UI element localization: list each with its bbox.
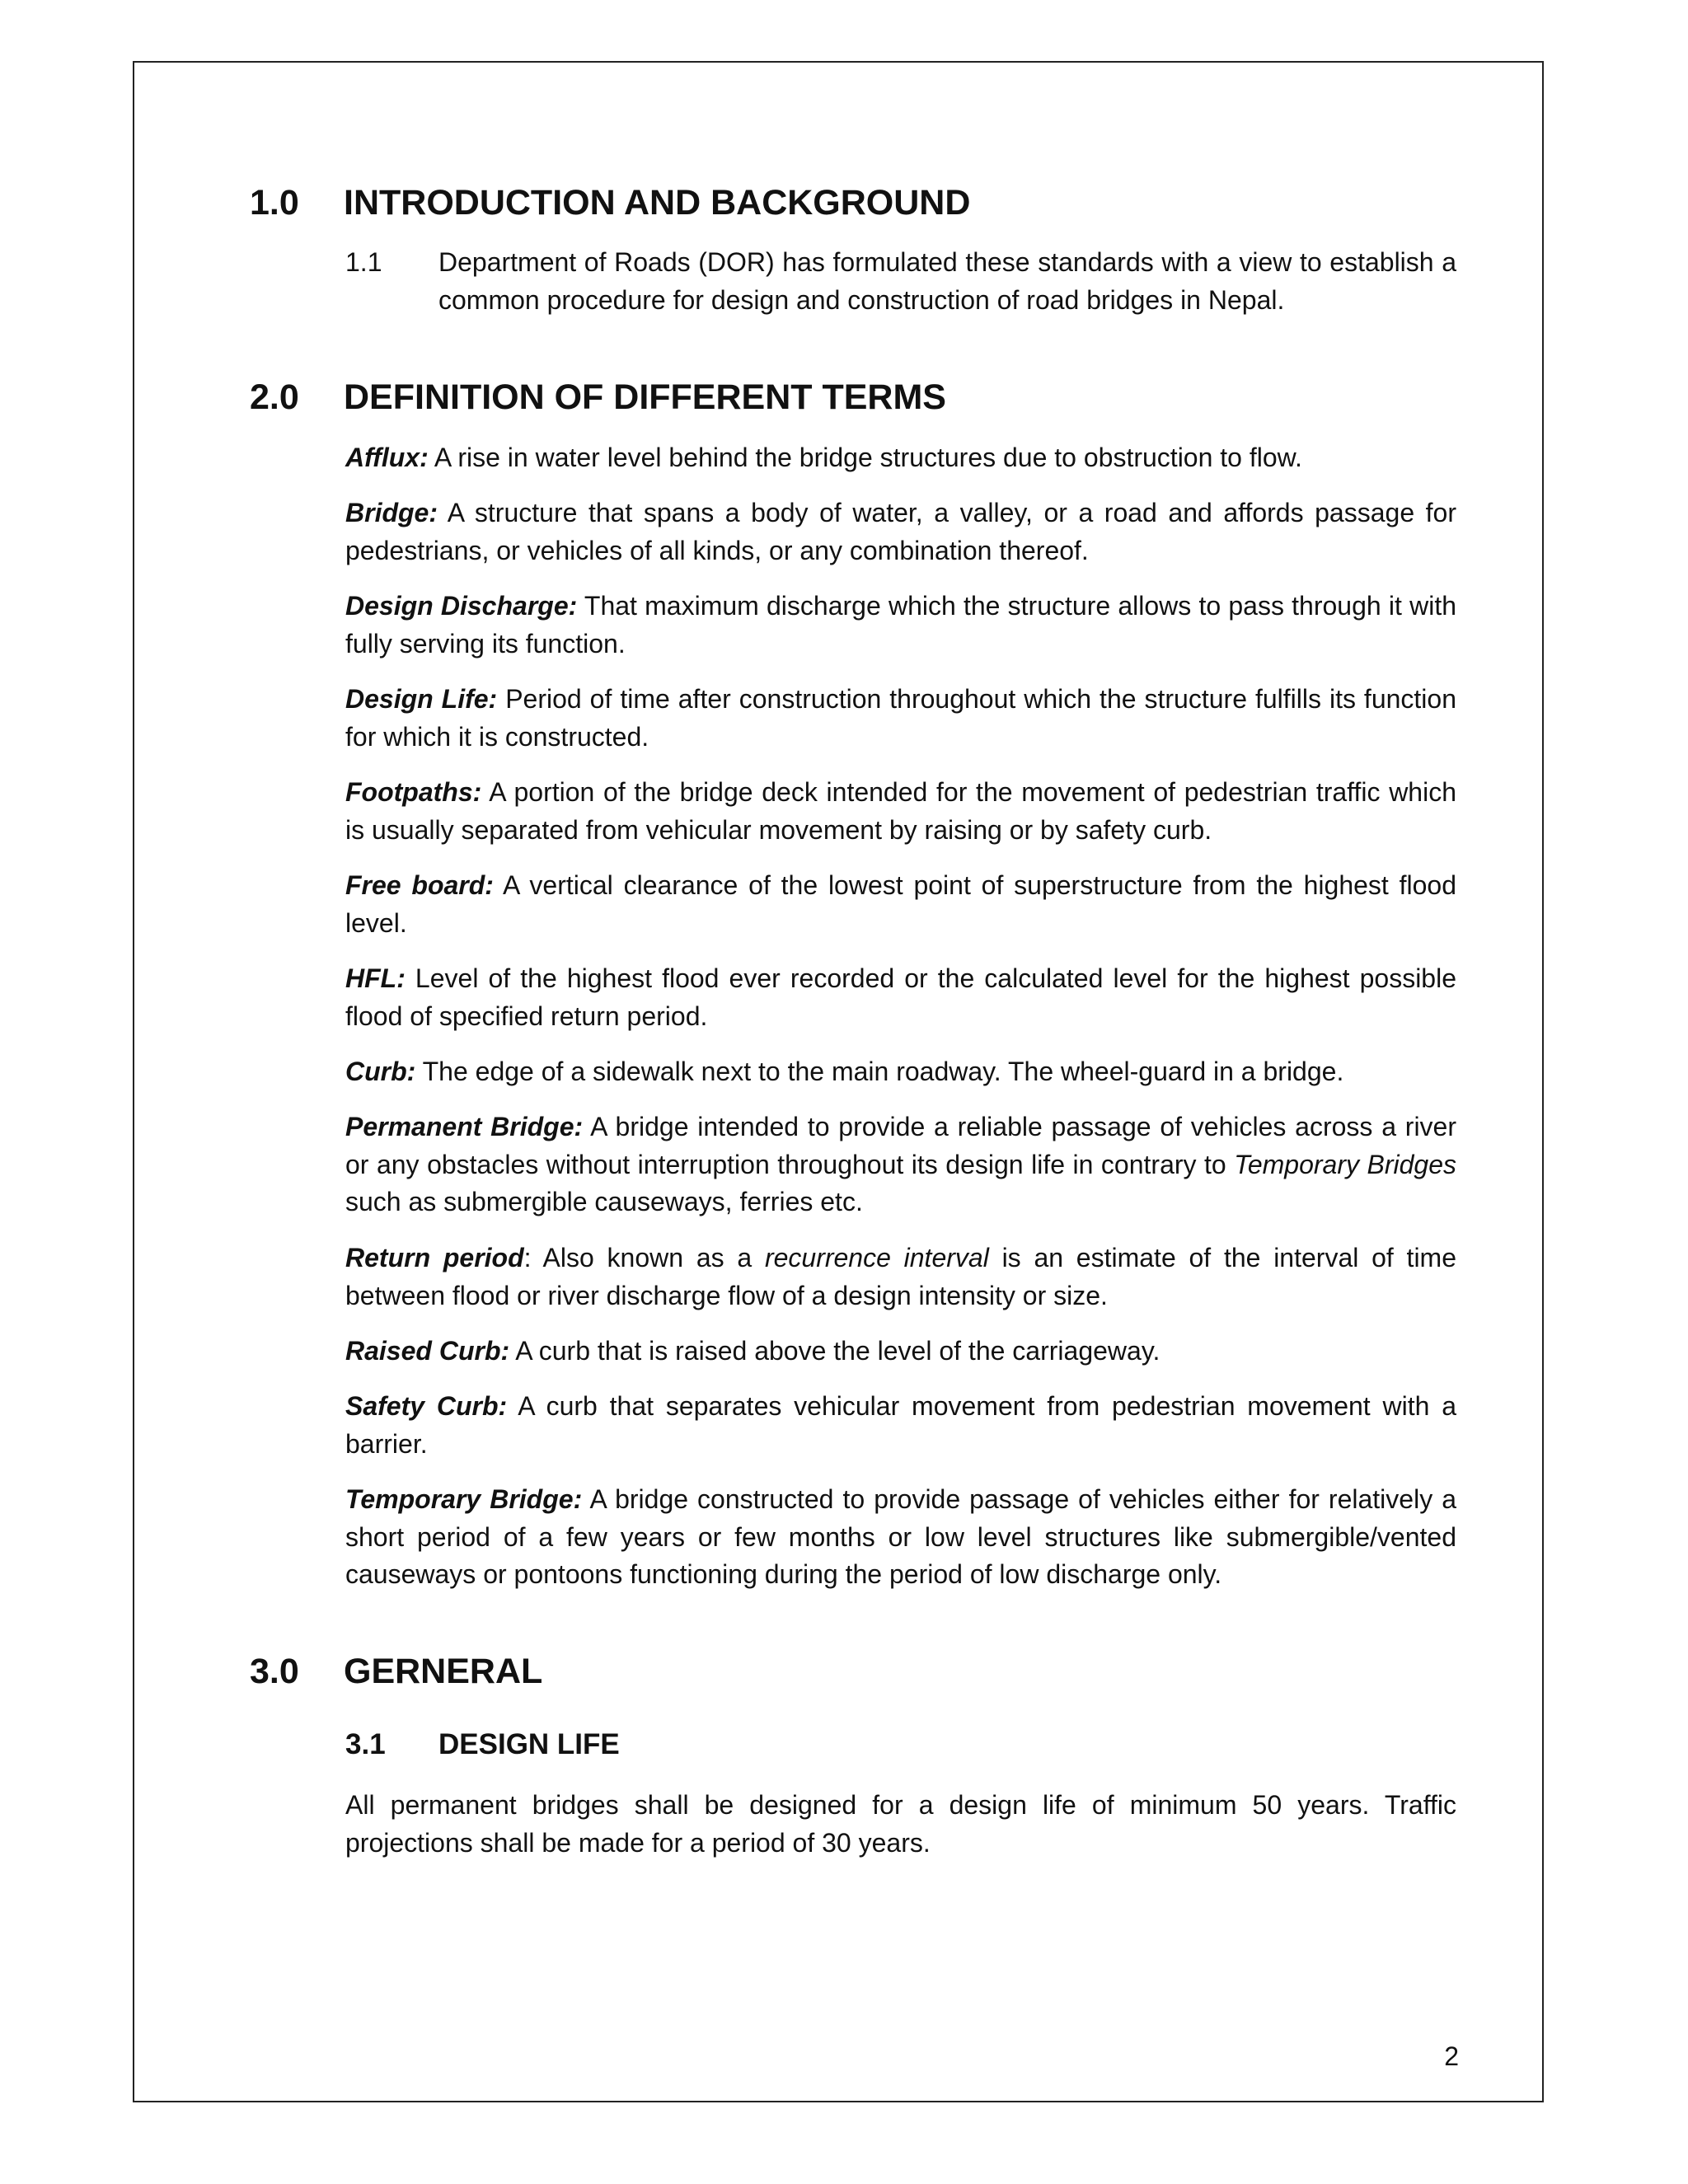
term: Design Discharge: (345, 591, 578, 621)
definition-afflux (345, 439, 1456, 477)
definition-design-discharge (345, 588, 1456, 663)
definition-text: : Also known as a (523, 1243, 765, 1272)
definition-text: such as submergible causeways, ferries etc. (345, 1187, 863, 1216)
definition-text: A curb that separates vehicular movement from pedestrian movement with a barrier. (345, 1391, 1457, 1459)
term: Free board: (345, 870, 494, 900)
definition-text: Period of time after construction throughout which the structure fulfills its function for which it is constructed. (345, 684, 1457, 752)
term: Temporary Bridge: (345, 1484, 583, 1514)
numbered-paragraph (345, 244, 1456, 319)
section-number: 1.0 (250, 183, 299, 223)
definition-raised-curb (345, 1333, 1456, 1371)
term: Curb: (345, 1057, 416, 1086)
term: Afflux: (345, 443, 429, 472)
definition-text: Level of the highest flood ever recorded or the calculated level for the highest possible flood of specified return period. (345, 963, 1456, 1031)
definition-text: The edge of a sidewalk next to the main roadway. The wheel-guard in a bridge. (415, 1057, 1344, 1086)
definition-text: A curb that is raised above the level of the carriageway. (509, 1336, 1160, 1366)
section-title: INTRODUCTION AND BACKGROUND (344, 183, 971, 223)
section-title: GERNERAL (344, 1652, 543, 1691)
section-title: DEFINITION OF DIFFERENT TERMS (344, 377, 946, 417)
subsection-heading-design-life (345, 1730, 620, 1759)
definition-italic-text: recurrence interval (764, 1243, 989, 1272)
paragraph-number: 1.1 (345, 247, 382, 277)
subsection-number: 3.1 (345, 1728, 386, 1760)
term: Return period (345, 1243, 524, 1272)
paragraph-text: Department of Roads (DOR) has formulated these standards with a view to establish a common procedure for design and construction of road bridges in Nepal. (438, 247, 1456, 315)
definition-text: That maximum discharge which the structure allows to pass through it with fully serving its function. (345, 591, 1457, 658)
section-number: 3.0 (250, 1652, 299, 1691)
term: Permanent Bridge: (345, 1112, 584, 1141)
section-heading-definitions (250, 377, 946, 417)
definition-safety-curb (345, 1388, 1456, 1463)
term: Safety Curb: (345, 1391, 508, 1421)
definition-curb (345, 1053, 1456, 1091)
section-heading-general (250, 1654, 542, 1690)
definition-temporary-bridge (345, 1481, 1456, 1594)
definition-text: is an estimate of the interval of time between flood or river discharge flow of a design intensity or size. (345, 1243, 1457, 1310)
term: Design Life: (345, 684, 498, 714)
definition-return-period (345, 1240, 1456, 1315)
definition-hfl (345, 960, 1456, 1035)
term: Raised Curb: (345, 1336, 510, 1366)
section-heading-intro (250, 185, 970, 221)
definition-design-life (345, 681, 1456, 756)
definition-bridge (345, 494, 1456, 569)
definition-permanent-bridge (345, 1108, 1456, 1221)
page-number: 2 (1444, 2041, 1459, 2071)
definition-footpaths (345, 774, 1456, 849)
definition-text: A bridge intended to provide a reliable passage of vehicles across a river or any obstacles without interruption throughout its design life in contrary to (345, 1112, 1457, 1179)
subsection-title: DESIGN LIFE (438, 1728, 620, 1760)
section-number: 2.0 (250, 377, 299, 417)
definition-italic-text: Temporary Bridges (1234, 1149, 1457, 1179)
design-life-paragraph: All permanent bridges shall be designed for a design life of minimum 50 years. Traffic projections shall be made for a period of 30 years. (345, 1790, 1456, 1858)
term: Footpaths: (345, 777, 482, 807)
definition-text: A rise in water level behind the bridge structures due to obstruction to flow. (428, 443, 1302, 472)
definition-text: A vertical clearance of the lowest point of superstructure from the highest flood level. (345, 870, 1457, 938)
definition-text: A portion of the bridge deck intended for the movement of pedestrian traffic which is usually separated from vehicular movement by raising or by safety curb. (345, 777, 1456, 845)
definition-text: A structure that spans a body of water, a valley, or a road and affords passage for pedestrians, or vehicles of all kinds, or any combination thereof. (345, 498, 1456, 565)
definition-text: A bridge constructed to provide passage of vehicles either for relatively a short period of a few years or few months or low level structures like submergible/vented causeways or pontoons functioning during the period of low discharge only. (345, 1484, 1457, 1589)
term: Bridge: (345, 498, 438, 527)
term: HFL: (345, 963, 406, 993)
definition-free-board (345, 867, 1456, 942)
